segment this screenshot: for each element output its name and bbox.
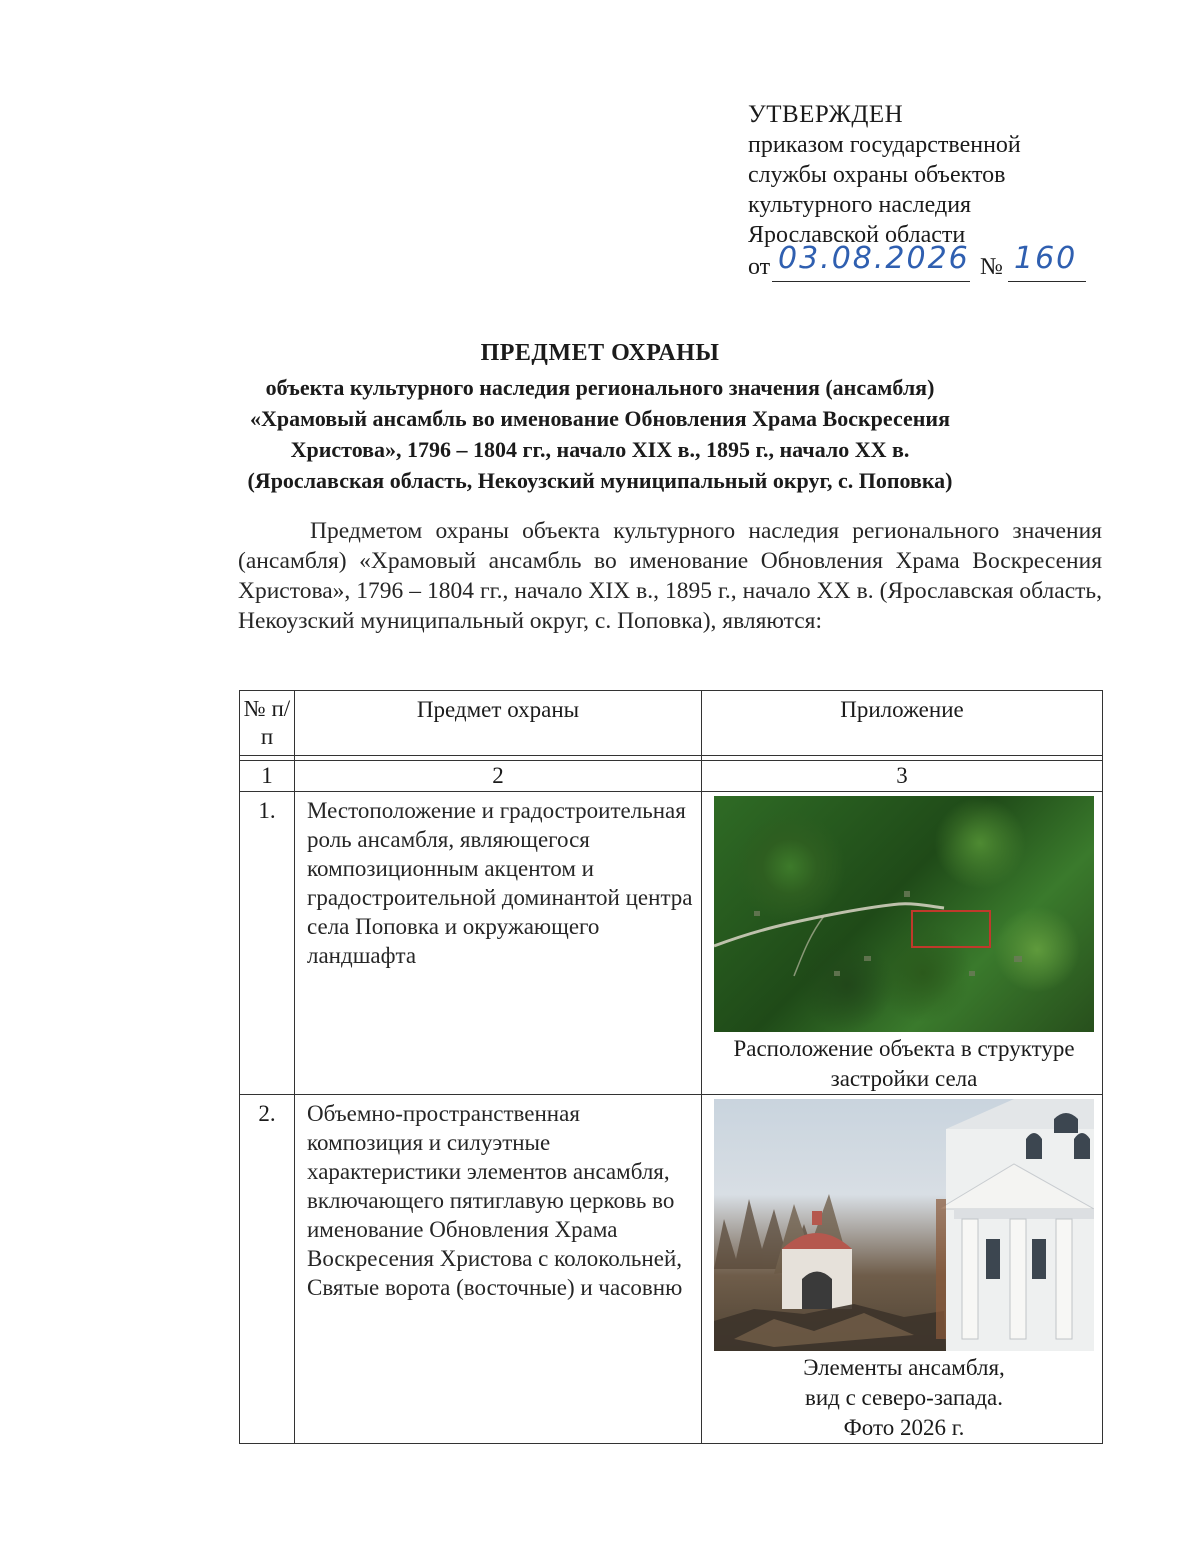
heading-line: Христова», 1796 – 1804 гг., начало XIX в., 1895 г., начало XX в.	[290, 437, 910, 462]
column-number: 3	[702, 761, 1103, 792]
row-caption: вид с северо-запада.	[804, 1385, 1004, 1410]
approval-date-line	[748, 241, 1148, 284]
header-appendix: Приложение	[702, 691, 1103, 756]
approval-line: Ярославской области	[748, 222, 966, 248]
approval-line: службы охраны объектов	[748, 162, 1006, 188]
approval-line: приказом государственной	[748, 132, 1021, 158]
satellite-map-graphic	[714, 796, 1094, 1032]
column-number: 1	[240, 761, 295, 792]
heading-line: объекта культурного наследия регионального значения (ансамбля)	[265, 375, 935, 400]
row-subject: Местоположение и градостроительная роль ансамбля, являющегося композиционным акцентом и градостроительной доминантой центра села Поповка и окружающего ландшафта	[295, 792, 702, 1095]
column-number: 2	[295, 761, 702, 792]
handwritten-number: 160	[1014, 241, 1078, 276]
approval-line: культурного наследия	[748, 192, 972, 218]
row-subject: Объемно-пространственная композиция и силуэтные характеристики элементов ансамбля, включающего пятиглавую церковь во именование Обновления Храма Воскресения Христова с колокольней, Святые ворота (восточные) и часовню	[295, 1095, 702, 1444]
approval-block	[748, 100, 1148, 284]
row-number: 1.	[240, 792, 295, 1095]
heading-line: (Ярославская область, Некоузский муниципальный округ, с. Поповка)	[247, 468, 953, 493]
number-underline	[1008, 281, 1086, 282]
column-number-row	[240, 761, 1103, 792]
row-appendix	[702, 1095, 1103, 1444]
heading-title: ПРЕДМЕТ ОХРАНЫ	[480, 340, 720, 366]
header-subject: Предмет охраны	[295, 691, 702, 756]
document-heading	[160, 338, 1040, 496]
table-row	[240, 1095, 1103, 1444]
table-header-row	[240, 691, 1103, 756]
church-photo-image	[714, 1099, 1094, 1351]
table-row	[240, 792, 1103, 1095]
header-num: № п/п	[240, 691, 295, 756]
date-underline	[772, 281, 970, 282]
handwritten-date: 03.08.2026	[778, 241, 970, 276]
row-caption: Расположение объекта в структуре застройки села	[733, 1036, 1075, 1091]
protection-subject-table	[239, 690, 1103, 1444]
row-caption: Элементы ансамбля,	[803, 1355, 1005, 1380]
church-photo-graphic	[714, 1099, 1094, 1351]
object-location-marker	[912, 911, 990, 947]
approval-title: УТВЕРЖДЕН	[748, 101, 904, 128]
heading-line: «Храмовый ансамбль во именование Обновления Храма Воскресения	[250, 406, 950, 431]
date-prefix: от	[748, 254, 771, 280]
row-number: 2.	[240, 1095, 295, 1444]
row-caption: Фото 2026 г.	[843, 1415, 965, 1440]
intro-paragraph: Предметом охраны объекта культурного наследия регионального значения (ансамбля) «Храмовый ансамбль во именование Обновления Храма Воскресения Христова», 1796 – 1804 гг., начало XIX в., 1895 г., начало XX в. (Ярославская область, Некоузский муниципальный округ, с. Поповка), являются:	[238, 518, 1102, 634]
row-appendix	[702, 792, 1103, 1095]
satellite-map-image	[714, 796, 1094, 1032]
number-prefix: №	[980, 254, 1003, 280]
